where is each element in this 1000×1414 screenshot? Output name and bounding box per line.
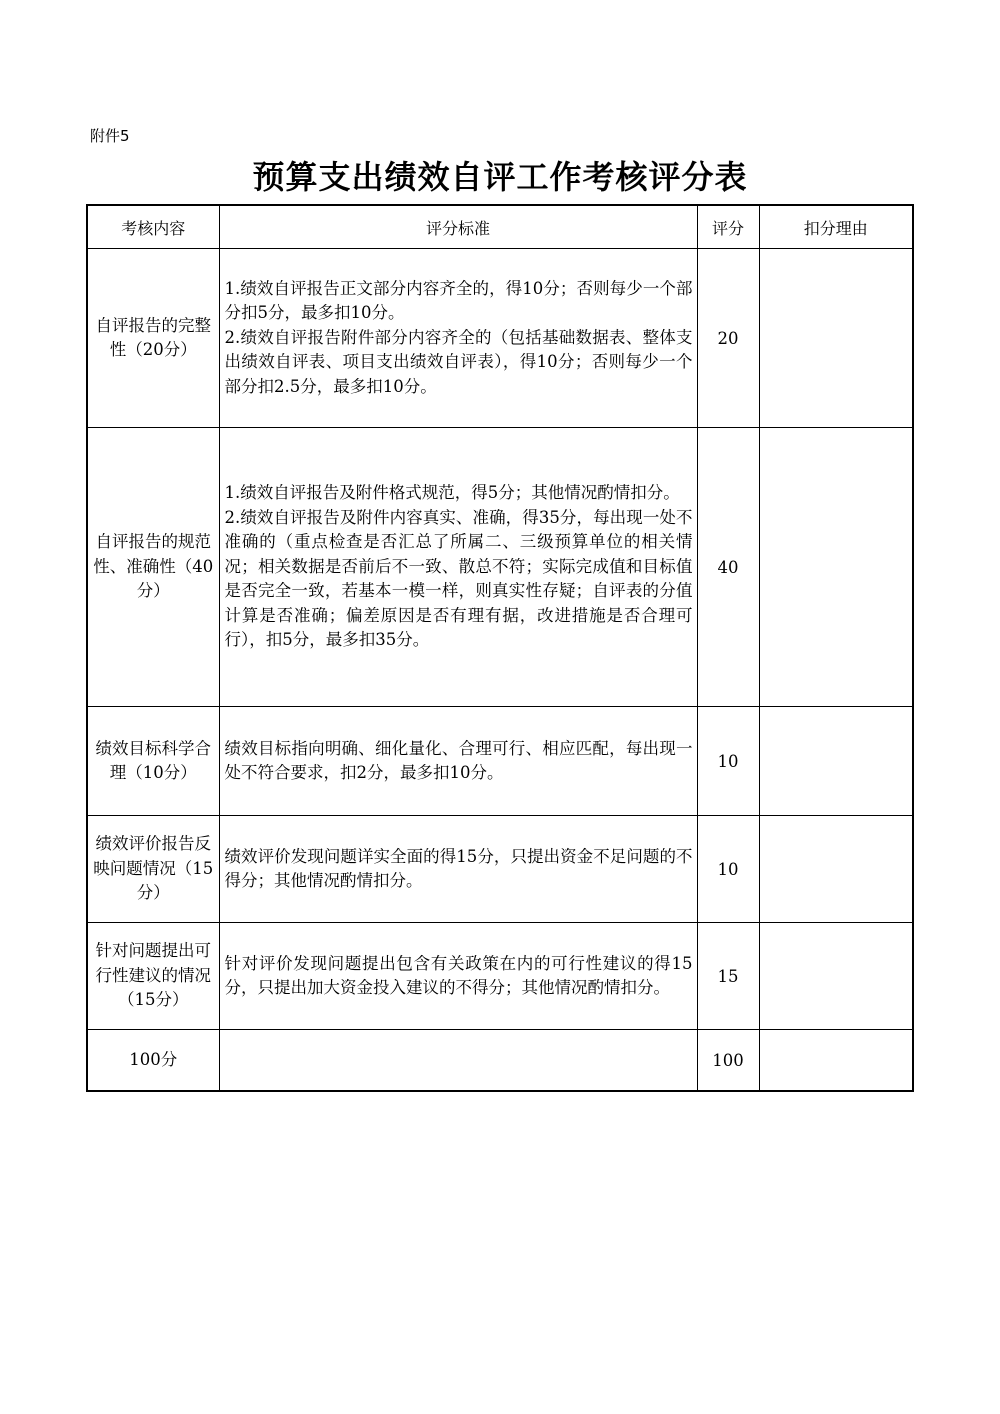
attachment-label: 附件5: [90, 127, 130, 145]
criteria-line: 2.绩效自评报告及附件内容真实、准确，得35分，每出现一处不准确的（重点检查是否汇总了所属二、三级预算单位的相关情况；相关数据是否前后不一致、散总不符；实际完成值和目标值是否完全一致，若基本一模一样，则真实性存疑；自评表的分值计算是否准确；偏差原因是否有理有据，改进措施是否合理可行），扣5分，最多扣35分。: [224, 507, 693, 650]
row-reason: [759, 249, 913, 428]
evaluation-score-table: [86, 204, 914, 1092]
row-reason: [759, 707, 913, 816]
criteria-line: 2.绩效自评报告附件部分内容齐全的（包括基础数据表、整体支出绩效自评表、项目支出绩效自评表），得10分；否则每少一个部分扣2.5分，最多扣10分。: [224, 327, 693, 396]
table-row: [87, 816, 913, 923]
row-criteria: [219, 923, 697, 1030]
row-criteria: [219, 428, 697, 707]
total-criteria: [219, 1030, 697, 1092]
criteria-line: 绩效评价发现问题详实全面的得15分，只提出资金不足问题的不得分；其他情况酌情扣分。: [224, 846, 693, 890]
criteria-line: 1.绩效自评报告及附件格式规范，得5分；其他情况酌情扣分。: [224, 483, 680, 503]
row-item: 自评报告的规范性、准确性（40分）: [87, 428, 219, 707]
table-total-row: [87, 1030, 913, 1092]
table-row: [87, 428, 913, 707]
header-item: 考核内容: [87, 205, 219, 249]
header-score: 评分: [697, 205, 759, 249]
table-row: [87, 923, 913, 1030]
table-row: [87, 249, 913, 428]
row-item: 绩效评价报告反映问题情况（15分）: [87, 816, 219, 923]
row-item: 自评报告的完整性（20分）: [87, 249, 219, 428]
row-score: 15: [697, 923, 759, 1030]
header-reason: 扣分理由: [759, 205, 913, 249]
row-reason: [759, 923, 913, 1030]
row-criteria: [219, 707, 697, 816]
row-reason: [759, 428, 913, 707]
page-title: 预算支出绩效自评工作考核评分表: [252, 158, 748, 196]
row-reason: [759, 816, 913, 923]
row-item: 针对问题提出可行性建议的情况（15分）: [87, 923, 219, 1030]
row-criteria: [219, 816, 697, 923]
row-score: 10: [697, 816, 759, 923]
row-criteria: [219, 249, 697, 428]
header-criteria: 评分标准: [219, 205, 697, 249]
row-score: 40: [697, 428, 759, 707]
total-item: 100分: [87, 1030, 219, 1092]
row-score: 20: [697, 249, 759, 428]
row-item: 绩效目标科学合理（10分）: [87, 707, 219, 816]
table-header-row: [87, 205, 913, 249]
table-row: [87, 707, 913, 816]
row-score: 10: [697, 707, 759, 816]
criteria-line: 针对评价发现问题提出包含有关政策在内的可行性建议的得15分，只提出加大资金投入建议的不得分；其他情况酌情扣分。: [224, 953, 693, 997]
total-score: 100: [697, 1030, 759, 1092]
criteria-line: 1.绩效自评报告正文部分内容齐全的，得10分；否则每少一个部分扣5分，最多扣10分。: [224, 278, 693, 323]
criteria-line: 绩效目标指向明确、细化量化、合理可行、相应匹配，每出现一处不符合要求，扣2分，最多扣10分。: [224, 738, 693, 782]
total-reason: [759, 1030, 913, 1092]
